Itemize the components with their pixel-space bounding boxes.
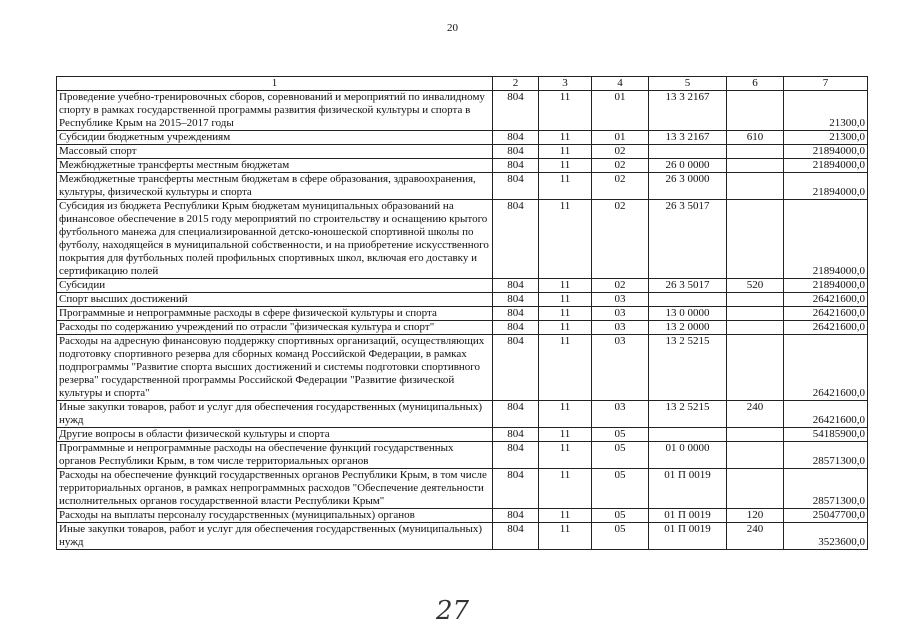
cell-amount: 21894000,0 — [784, 173, 868, 200]
table-row — [57, 293, 868, 307]
cell-amount: 28571300,0 — [784, 469, 868, 509]
page-number: 20 — [447, 22, 458, 34]
cell-expense-type — [727, 335, 784, 401]
cell-amount: 21300,0 — [784, 131, 868, 145]
cell-expense-type — [727, 91, 784, 131]
table-row — [57, 307, 868, 321]
cell-name: Межбюджетные трансферты местным бюджетам в сфере образования, здравоохранения, культуры, физической культуры и спорта — [57, 173, 493, 200]
column-header: 2 — [493, 77, 539, 91]
cell-subsection: 03 — [592, 307, 649, 321]
table-row — [57, 279, 868, 293]
cell-section: 11 — [539, 469, 592, 509]
cell-name: Другие вопросы в области физической культуры и спорта — [57, 428, 493, 442]
cell-amount: 26421600,0 — [784, 307, 868, 321]
column-header: 7 — [784, 77, 868, 91]
cell-expense-type — [727, 307, 784, 321]
cell-section: 11 — [539, 523, 592, 550]
cell-amount: 21894000,0 — [784, 159, 868, 173]
table-row — [57, 335, 868, 401]
cell-subsection: 02 — [592, 279, 649, 293]
table-row — [57, 509, 868, 523]
cell-ministry-code: 804 — [493, 469, 539, 509]
cell-name: Массовый спорт — [57, 145, 493, 159]
cell-expense-type — [727, 159, 784, 173]
cell-subsection: 05 — [592, 428, 649, 442]
table-row — [57, 159, 868, 173]
handwritten-page-mark: 27 — [435, 596, 470, 626]
table-row — [57, 469, 868, 509]
cell-subsection: 02 — [592, 145, 649, 159]
cell-target-article — [649, 428, 727, 442]
table-row — [57, 442, 868, 469]
cell-amount: 25047700,0 — [784, 509, 868, 523]
cell-expense-type — [727, 293, 784, 307]
cell-amount: 21894000,0 — [784, 200, 868, 279]
cell-name: Субсидии бюджетным учреждениям — [57, 131, 493, 145]
cell-name: Программные и непрограммные расходы на обеспечение функций государственных органов Республики Крым, в том числе территориальных органов — [57, 442, 493, 469]
cell-section: 11 — [539, 173, 592, 200]
budget-table — [56, 76, 868, 550]
cell-expense-type — [727, 321, 784, 335]
cell-subsection: 02 — [592, 159, 649, 173]
cell-section: 11 — [539, 91, 592, 131]
cell-section: 11 — [539, 200, 592, 279]
cell-amount: 21894000,0 — [784, 279, 868, 293]
cell-section: 11 — [539, 428, 592, 442]
cell-subsection: 05 — [592, 509, 649, 523]
cell-amount: 26421600,0 — [784, 293, 868, 307]
cell-amount: 26421600,0 — [784, 321, 868, 335]
cell-ministry-code: 804 — [493, 321, 539, 335]
table-row — [57, 91, 868, 131]
cell-subsection: 03 — [592, 401, 649, 428]
table-row — [57, 321, 868, 335]
cell-target-article: 13 0 0000 — [649, 307, 727, 321]
cell-ministry-code: 804 — [493, 200, 539, 279]
cell-target-article: 01 0 0000 — [649, 442, 727, 469]
table-row — [57, 523, 868, 550]
cell-target-article: 13 2 5215 — [649, 335, 727, 401]
cell-section: 11 — [539, 401, 592, 428]
cell-ministry-code: 804 — [493, 509, 539, 523]
cell-amount: 21300,0 — [784, 91, 868, 131]
cell-ministry-code: 804 — [493, 307, 539, 321]
cell-ministry-code: 804 — [493, 335, 539, 401]
cell-section: 11 — [539, 145, 592, 159]
cell-subsection: 01 — [592, 131, 649, 145]
table-row — [57, 131, 868, 145]
cell-name: Иные закупки товаров, работ и услуг для обеспечения государственных (муниципальных) нужд — [57, 401, 493, 428]
cell-target-article: 01 П 0019 — [649, 523, 727, 550]
cell-expense-type — [727, 200, 784, 279]
cell-name: Расходы по содержанию учреждений по отрасли "физическая культура и спорт" — [57, 321, 493, 335]
cell-subsection: 05 — [592, 523, 649, 550]
cell-target-article: 26 3 5017 — [649, 200, 727, 279]
cell-expense-type: 610 — [727, 131, 784, 145]
cell-section: 11 — [539, 442, 592, 469]
table-row — [57, 145, 868, 159]
cell-ministry-code: 804 — [493, 145, 539, 159]
cell-section: 11 — [539, 293, 592, 307]
cell-name: Межбюджетные трансферты местным бюджетам — [57, 159, 493, 173]
cell-ministry-code: 804 — [493, 401, 539, 428]
cell-ministry-code: 804 — [493, 91, 539, 131]
cell-ministry-code: 804 — [493, 428, 539, 442]
cell-name: Спорт высших достижений — [57, 293, 493, 307]
table-header-row — [57, 77, 868, 91]
cell-ministry-code: 804 — [493, 159, 539, 173]
cell-target-article: 01 П 0019 — [649, 469, 727, 509]
cell-amount: 28571300,0 — [784, 442, 868, 469]
column-header: 1 — [57, 77, 493, 91]
table-row — [57, 428, 868, 442]
cell-name: Расходы на выплаты персоналу государственных (муниципальных) органов — [57, 509, 493, 523]
cell-name: Расходы на адресную финансовую поддержку спортивных организаций, осуществляющих подготовку спортивного резерва для сборных команд Российской Федерации, в рамках подпрограммы "Развитие спорта высших достижений и системы подготовки спортивного резерва" государственной программы Российской Федерации "Развитие физической культуры и спорта" — [57, 335, 493, 401]
cell-target-article — [649, 293, 727, 307]
cell-subsection: 02 — [592, 173, 649, 200]
cell-expense-type: 120 — [727, 509, 784, 523]
cell-subsection: 03 — [592, 293, 649, 307]
cell-name: Программные и непрограммные расходы в сфере физической культуры и спорта — [57, 307, 493, 321]
cell-target-article — [649, 145, 727, 159]
column-header: 3 — [539, 77, 592, 91]
cell-section: 11 — [539, 509, 592, 523]
cell-subsection: 03 — [592, 335, 649, 401]
cell-section: 11 — [539, 131, 592, 145]
cell-section: 11 — [539, 279, 592, 293]
cell-name: Субсидия из бюджета Республики Крым бюджетам муниципальных образований на финансовое обеспечение в 2015 году мероприятий по строительству и оснащению крытого футбольного манежа для специализированной детско-юношеской спортивной школы по футболу, находящейся в муниципальной собственности, и на приобретение искусственного покрытия для футбольных полей профильных спортивных школ, включая его доставку и сертификацию полей — [57, 200, 493, 279]
cell-expense-type: 240 — [727, 523, 784, 550]
cell-expense-type — [727, 173, 784, 200]
cell-target-article: 13 2 0000 — [649, 321, 727, 335]
cell-ministry-code: 804 — [493, 279, 539, 293]
cell-target-article: 26 3 0000 — [649, 173, 727, 200]
cell-ministry-code: 804 — [493, 442, 539, 469]
cell-expense-type: 240 — [727, 401, 784, 428]
cell-subsection: 01 — [592, 91, 649, 131]
cell-amount: 26421600,0 — [784, 401, 868, 428]
cell-expense-type: 520 — [727, 279, 784, 293]
cell-name: Субсидии — [57, 279, 493, 293]
cell-expense-type — [727, 469, 784, 509]
table-row — [57, 200, 868, 279]
cell-expense-type — [727, 428, 784, 442]
column-header: 5 — [649, 77, 727, 91]
cell-section: 11 — [539, 307, 592, 321]
cell-subsection: 05 — [592, 442, 649, 469]
cell-name: Расходы на обеспечение функций государственных органов Республики Крым, в том числе территориальных органов, в рамках непрограммных расходов "Обеспечение деятельности исполнительных органов государственной власти Республики Крым" — [57, 469, 493, 509]
cell-target-article: 13 3 2167 — [649, 131, 727, 145]
table-row — [57, 401, 868, 428]
cell-target-article: 01 П 0019 — [649, 509, 727, 523]
cell-target-article: 13 2 5215 — [649, 401, 727, 428]
cell-ministry-code: 804 — [493, 523, 539, 550]
cell-subsection: 03 — [592, 321, 649, 335]
cell-ministry-code: 804 — [493, 131, 539, 145]
cell-section: 11 — [539, 159, 592, 173]
cell-amount: 21894000,0 — [784, 145, 868, 159]
cell-section: 11 — [539, 335, 592, 401]
cell-name: Проведение учебно-тренировочных сборов, соревнований и мероприятий по инвалидному спорту в рамках государственной программы развития физической культуры и спорта в Республике Крым на 2015–2017 годы — [57, 91, 493, 131]
cell-amount: 26421600,0 — [784, 335, 868, 401]
column-header: 4 — [592, 77, 649, 91]
cell-amount: 3523600,0 — [784, 523, 868, 550]
cell-target-article: 26 0 0000 — [649, 159, 727, 173]
cell-subsection: 02 — [592, 200, 649, 279]
table-row — [57, 173, 868, 200]
column-header: 6 — [727, 77, 784, 91]
cell-target-article: 26 3 5017 — [649, 279, 727, 293]
cell-ministry-code: 804 — [493, 173, 539, 200]
cell-target-article: 13 3 2167 — [649, 91, 727, 131]
cell-amount: 54185900,0 — [784, 428, 868, 442]
cell-section: 11 — [539, 321, 592, 335]
cell-ministry-code: 804 — [493, 293, 539, 307]
cell-expense-type — [727, 442, 784, 469]
cell-name: Иные закупки товаров, работ и услуг для обеспечения государственных (муниципальных) нужд — [57, 523, 493, 550]
cell-subsection: 05 — [592, 469, 649, 509]
cell-expense-type — [727, 145, 784, 159]
